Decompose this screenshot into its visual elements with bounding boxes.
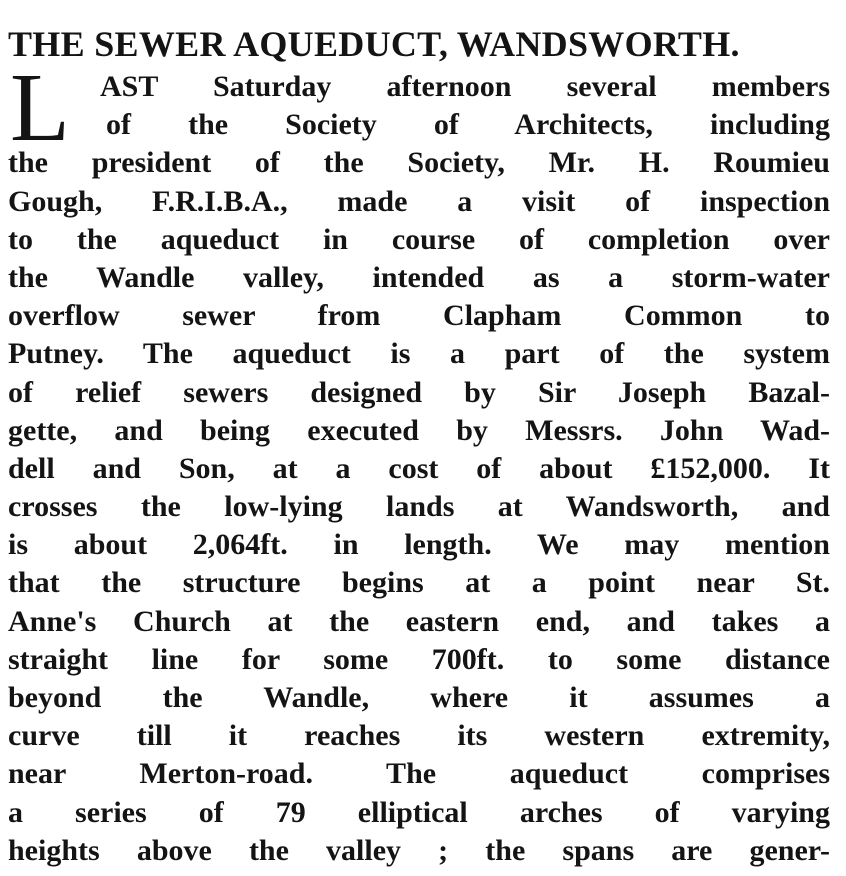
drop-cap: L [10, 54, 70, 162]
article [8, 20, 830, 870]
text-line: a series of 79 elliptical arches of varying [8, 795, 830, 829]
text-line: Putney. The aqueduct is a part of the system [8, 337, 830, 371]
text-line: of relief sewers designed by Sir Joseph Bazal- [8, 375, 830, 409]
text-line: of the Society of Architects, including [106, 108, 830, 142]
text-line: overflow sewer from Clapham Common to [8, 299, 830, 333]
text-line: beyond the Wandle, where it assumes a [8, 681, 830, 714]
text-line: Gough, F.R.I.B.A., made a visit of inspection [8, 184, 830, 218]
text-line: near Merton-road. The aqueduct comprises [8, 757, 830, 791]
text-line: AST Saturday afternoon several members [100, 70, 830, 103]
text-line: the Wandle valley, intended as a storm-water [8, 260, 830, 294]
text-line: crosses the low-lying lands at Wandsworth, and [8, 490, 830, 524]
text-line: the president of the Society, Mr. H. Roumieu [8, 146, 830, 180]
text-line: Anne's Church at the eastern end, and takes a [8, 604, 830, 638]
text-line: gette, and being executed by Messrs. John Wad- [8, 413, 830, 447]
headline: THE SEWER AQUEDUCT, WANDSWORTH. [8, 24, 740, 64]
text-line: that the structure begins at a point near St. [8, 566, 830, 600]
article-body [8, 54, 830, 870]
text-line: to the aqueduct in course of completion over [8, 222, 830, 256]
text-line: dell and Son, at a cost of about £152,000. It [8, 451, 830, 485]
text-line: straight line for some 700ft. to some distance [8, 642, 830, 676]
text-line: curve till it reaches its western extremity, [8, 719, 830, 753]
text-line: is about 2,064ft. in length. We may mention [8, 528, 830, 562]
text-line: heights above the valley ; the spans are gener- [8, 833, 830, 867]
